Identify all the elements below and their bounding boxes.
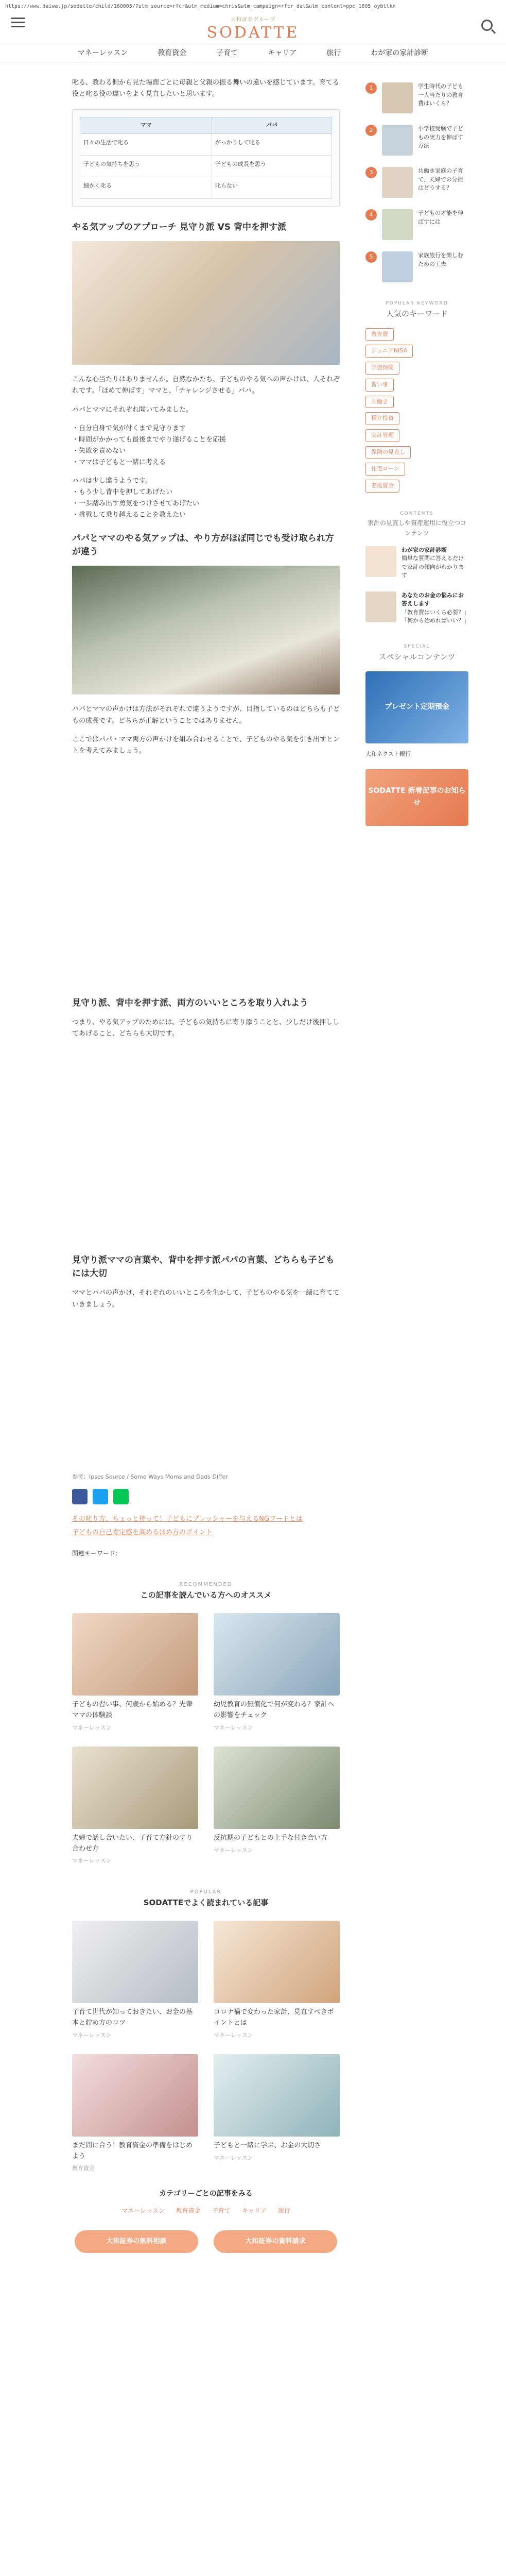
article-card[interactable] <box>214 2054 340 2174</box>
recommend-heading <box>72 1580 340 1602</box>
source-note: 参考：Ipsos Source / Some Ways Moms and Dads Differ <box>72 1473 228 1480</box>
related-links <box>72 1514 340 1538</box>
card-thumbnail <box>214 2054 340 2137</box>
ranking-thumbnail <box>382 209 413 240</box>
logo-tagline: 大和証券グループ <box>230 17 276 23</box>
table-header-mama: ママ <box>80 117 212 134</box>
card-thumbnail <box>214 1747 340 1829</box>
special-heading-en: SPECIAL <box>404 643 430 649</box>
card-title: コロナ禍で変わった家計、見直すべきポイントとは <box>214 2008 334 2027</box>
advice-text: 「教育費はいくら必要？」「何から始めればいい？」 <box>402 608 469 624</box>
category-link[interactable]: 旅行 <box>277 2207 290 2214</box>
ranking-item[interactable] <box>365 167 468 198</box>
card-title: 夫婦で話し合いたい、子育て方針のすり合わせ方 <box>72 1834 193 1853</box>
table-row <box>80 133 332 155</box>
article-card[interactable] <box>72 1613 198 1733</box>
search-icon[interactable] <box>481 20 493 31</box>
keyword-tag[interactable]: 共働き <box>365 396 394 409</box>
card-title: 子どもの習い事、何歳から始める？先輩ママの体験談 <box>72 1701 193 1720</box>
table-cell: 日々の生活で叱る <box>80 133 212 155</box>
nav-item-money-lesson[interactable]: マネーレッスン <box>77 48 128 57</box>
share-buttons <box>72 1489 340 1504</box>
article-body-spacer <box>72 1047 340 1243</box>
card-category: マネーレッスン <box>214 2154 253 2161</box>
ranking-thumbnail <box>382 167 413 198</box>
article-card[interactable] <box>214 1921 340 2040</box>
bank-label: 大和ネクスト銀行 <box>365 750 411 757</box>
article-card[interactable] <box>214 1613 340 1733</box>
section-heading: やる気アップのアプローチ 見守り派 VS 背中を押す派 <box>72 222 286 232</box>
card-thumbnail <box>72 2054 198 2137</box>
keyword-list <box>365 328 468 493</box>
article-card[interactable] <box>72 1921 198 2040</box>
table-cell: 子どもの気持ちを思う <box>80 155 212 177</box>
popular-heading-en: POPULAR <box>190 1889 222 1895</box>
diagnosis-link[interactable] <box>365 546 468 580</box>
article-paragraph: ここではパパ・ママ両方の声かけを組み合わせることで、子どものやる気を引き出すヒントを考えてみましょう。 <box>72 735 340 755</box>
advice-thumbnail <box>365 591 396 622</box>
ranking-title: 学生時代の子ども一人当たりの教育費はいくら？ <box>418 83 463 107</box>
table-row <box>80 155 332 177</box>
mother-child-photo <box>72 241 340 365</box>
section-heading: パパとママのやる気アップは、やり方がほぼ同じでも受け取られ方が違う <box>72 533 334 557</box>
related-link[interactable]: 子どもの自己肯定感を高めるほめ方のポイント <box>72 1529 213 1537</box>
recommend-grid <box>72 1613 340 1866</box>
comparison-table <box>72 109 340 207</box>
card-thumbnail <box>72 1613 198 1696</box>
article-card[interactable] <box>72 2054 198 2174</box>
site-header <box>0 11 506 44</box>
content-heading-en: CONTENTS <box>400 511 434 516</box>
recommend-heading-en: RECOMMENDED <box>179 1581 233 1587</box>
brochure-request-button[interactable]: 大和証券の資料請求 <box>214 2230 337 2253</box>
card-thumbnail <box>214 1613 340 1696</box>
table-cell: 子どもの成長を思う <box>212 155 331 177</box>
diagnosis-thumbnail <box>365 546 396 577</box>
ranking-title: 共働き家庭の子育て、夫婦での分担はどうする？ <box>418 167 463 191</box>
keyword-heading-en: POPULAR KEYWORD <box>386 301 448 306</box>
address-bar[interactable]: https://www.daiwa.jp/sodatte/child/160005/?utm_source=rfcr&utm_medium=chris&utm_campaign=rfcr_dat&utm_content=ppc_1605_oybttkn <box>5 4 396 9</box>
card-category: マネーレッスン <box>214 2032 253 2039</box>
diagnosis-title: わが家の家計診断 <box>402 546 447 553</box>
rank-badge: 1 <box>365 82 377 94</box>
table-header-papa: パパ <box>212 117 331 134</box>
card-title: 子どもと一緒に学ぶ、お金の大切さ <box>214 2141 321 2149</box>
nav-item-career[interactable]: キャリア <box>268 48 297 57</box>
line-share-icon[interactable] <box>113 1489 129 1504</box>
keyword-heading-jp: 人気のキーワード <box>386 309 448 319</box>
ranking-item[interactable] <box>365 209 468 240</box>
ranking-thumbnail <box>382 82 413 113</box>
card-category: 教育資金 <box>72 2165 95 2172</box>
sidebar <box>365 77 468 2284</box>
consultation-button[interactable]: 大和証券の無料相談 <box>75 2230 198 2253</box>
article-card[interactable] <box>214 1747 340 1866</box>
ranking-thumbnail <box>382 251 413 282</box>
keyword-tag[interactable]: 教育費 <box>365 328 394 341</box>
ranking-thumbnail <box>382 125 413 156</box>
related-link[interactable]: その叱り方、ちょっと待って！子どもにプレッシャーを与えるNGワードとは <box>72 1515 303 1523</box>
rank-badge: 5 <box>365 251 377 263</box>
table-row <box>80 177 332 198</box>
keyword-tag[interactable]: 保険の見直し <box>365 446 411 459</box>
keyword-tag[interactable]: 老後資金 <box>365 480 399 493</box>
article-paragraph: パパは少し違うようです。 ・もう少し背中を押してあげたい ・一歩踏み出す勇気をつけさせてあげたい ・挑戦して乗り越えることを教えたい <box>72 477 200 519</box>
table-cell: 細かく叱る <box>80 177 212 198</box>
keyword-tag[interactable]: 住宅ローン <box>365 463 405 476</box>
article-paragraph: パパとママの声かけは方法がそれぞれで違うようですが、目指しているのはどちらも子どもの成長です。どちらが正解ということではありません。 <box>72 705 340 725</box>
ranking-item[interactable] <box>365 251 468 282</box>
diagnosis-text: 簡単な質問に答えるだけで家計の傾向がわかります <box>402 555 464 579</box>
special-heading-jp: スペシャルコンテンツ <box>378 652 456 662</box>
popular-grid <box>72 1921 340 2174</box>
popular-heading <box>72 1888 340 1910</box>
keyword-heading <box>365 300 468 321</box>
content-heading-jp: 家計の見直しや資産運用に役立つコンテンツ <box>367 519 466 537</box>
card-title: 子育て世代が知っておきたい、お金の基本と貯め方のコツ <box>72 2008 193 2027</box>
category-heading: カテゴリーごとの記事をみる <box>159 2190 253 2198</box>
table-cell: がっかりして叱る <box>212 133 331 155</box>
card-thumbnail <box>72 1747 198 1829</box>
card-category: マネーレッスン <box>72 1857 112 1865</box>
card-category: マネーレッスン <box>72 2032 112 2039</box>
section-heading: 見守り派、背中を押す派、両方のいいところを取り入れよう <box>72 997 308 1008</box>
keyword-label: 関連キーワード： <box>72 1549 122 1557</box>
article-main <box>72 77 340 2284</box>
article-paragraph: ・自分自身で気が付くまで見守ります ・時間がかかっても最後までやり遂げることを応援 ・失敗を責めない ・ママは子どもと一緒に考える <box>72 424 226 466</box>
keyword-tag[interactable]: 習い事 <box>365 379 394 392</box>
site-logo[interactable] <box>207 15 300 41</box>
rank-badge: 2 <box>365 125 377 136</box>
category-link[interactable]: 教育資金 <box>176 2207 201 2214</box>
table-cell: 叱らない <box>212 177 331 198</box>
article-card[interactable] <box>72 1747 198 1866</box>
keyword-tag[interactable]: 学資保険 <box>365 362 399 375</box>
card-category: マネーレッスン <box>72 1724 112 1732</box>
global-nav <box>0 44 506 63</box>
category-links <box>72 2206 340 2216</box>
nav-item-parenting[interactable]: 子育て <box>216 48 238 57</box>
rank-badge: 4 <box>365 209 377 221</box>
advice-link[interactable] <box>365 591 468 625</box>
ranking-title: 小学校受験で子どもの実力を伸ばす方法 <box>418 125 463 149</box>
keyword-tag[interactable]: 家計管理 <box>365 429 399 442</box>
article-intro: 叱る、教わる側から見た場面ごとに母親と父親の振る舞いの違いを感じています。育てる役と叱る役の違いをよく見直したいと思います。 <box>72 79 339 98</box>
newsletter-banner[interactable]: SODATTE 新着記事のお知らせ <box>365 769 468 826</box>
article-body-spacer <box>72 764 340 986</box>
article-body-spacer <box>72 1318 340 1472</box>
article-paragraph: こんな心当たりはありませんか。自然なかたち、子どものやる気への声かけは、人それぞれです。「ほめて伸ばす」ママと、「チャレンジさせる」パパ。 <box>72 376 340 395</box>
recommend-heading-jp: この記事を読んでいる方へのオススメ <box>140 1590 272 1600</box>
card-category: マネーレッスン <box>214 1724 253 1732</box>
twitter-share-icon[interactable] <box>93 1489 108 1504</box>
ranking-item[interactable] <box>365 125 468 156</box>
hamburger-menu-icon[interactable] <box>11 18 25 28</box>
card-thumbnail <box>214 1921 340 2003</box>
popular-heading-jp: SODATTEでよく読まれている記事 <box>143 1897 269 1907</box>
keyword-tag[interactable]: ジュニアNISA <box>365 345 413 358</box>
card-thumbnail <box>72 1921 198 2003</box>
cta-buttons <box>72 2230 340 2253</box>
nav-item-education-fund[interactable]: 教育資金 <box>158 48 187 57</box>
nav-item-travel[interactable]: 旅行 <box>326 48 341 57</box>
category-link[interactable]: 子育て <box>212 2207 231 2214</box>
rank-badge: 3 <box>365 167 377 178</box>
facebook-share-icon[interactable] <box>72 1489 88 1504</box>
ranking-item[interactable] <box>365 82 468 113</box>
card-title: 幼児教育の無償化で何が変わる？家計への影響をチェック <box>214 1701 335 1720</box>
section-heading: 見守り派ママの言葉や、背中を押す派パパの言葉、どちらも子どもには大切 <box>72 1255 335 1279</box>
logo-text: SODATTE <box>206 24 300 42</box>
ranking-title: 家族旅行を楽しむための工夫 <box>418 252 463 267</box>
advice-title: あなたのお金の悩みにお答えします <box>402 591 464 607</box>
father-child-photo <box>72 566 340 694</box>
nav-item-household-check[interactable]: わが家の家計診断 <box>371 48 429 57</box>
present-deposit-banner[interactable]: プレゼント定期預金 <box>365 671 468 743</box>
card-title: まだ間に合う！教育資金の準備をはじめよう <box>72 2141 193 2160</box>
category-link[interactable]: マネーレッスン <box>121 2207 165 2214</box>
special-heading <box>365 643 468 664</box>
content-heading <box>365 510 468 539</box>
ranking-title: 子どもの才能を伸ばすには <box>418 210 463 225</box>
article-paragraph: ママとパパの声かけ、それぞれのいいところを生かして、子どものやる気を一緒に育てていきましょう。 <box>72 1289 340 1309</box>
article-paragraph: つまり、やる気アップのためには、子どもの気持ちに寄り添うことと、少しだけ後押ししてあげること、どちらも大切です。 <box>72 1019 340 1038</box>
category-link[interactable]: キャリア <box>241 2207 267 2214</box>
article-paragraph: パパとママにそれぞれ聞いてみました。 <box>72 405 193 414</box>
keyword-tag[interactable]: 積立投資 <box>365 412 399 425</box>
card-category: マネーレッスン <box>214 1846 253 1854</box>
card-title: 反抗期の子どもとの上手な付き合い方 <box>214 1834 328 1842</box>
